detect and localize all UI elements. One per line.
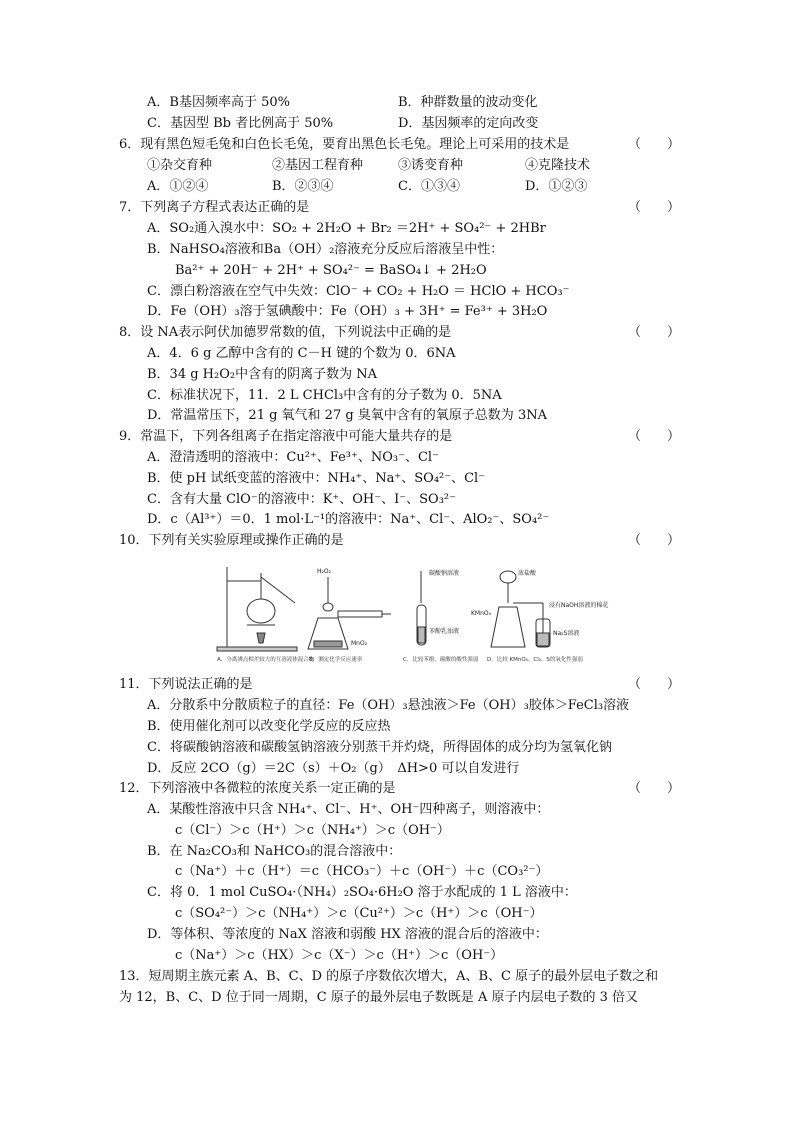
text-line: B．使 pH 试纸变蓝的溶液中：NH₄⁺、Na⁺、SO₄²⁻、Cl⁻ xyxy=(147,471,486,486)
text-line: ③诱变育种 xyxy=(398,158,464,173)
text-line: 8．设 NA表示阿伏加德罗常数的值，下列说法中正确的是 xyxy=(119,325,452,340)
panel-a-distillation xyxy=(217,567,297,651)
label-na2s: Na₂S溶液 xyxy=(553,630,580,637)
answer-parentheses: （ ） xyxy=(628,429,681,444)
text-line: D．基因频率的定向改变 xyxy=(398,116,539,131)
text-line: B．在 Na₂CO₃和 NaHCO₃的混合溶液中： xyxy=(147,844,402,859)
caption-c: C．比较苯酚、碳酸的酸性强弱 xyxy=(403,657,479,663)
text-line: ④克隆技术 xyxy=(525,158,591,173)
text-line: B．34 g H₂O₂中含有的阴离子数为 NA xyxy=(147,367,377,382)
text-line: c（Na⁺）＋c（H⁺）＝c（HCO₃⁻）＋c（OH⁻）＋c（CO₃²⁻） xyxy=(175,864,549,879)
text-line: D．①②③ xyxy=(525,179,588,194)
answer-parentheses: （ ） xyxy=(628,781,681,796)
panel-b-reaction-rate xyxy=(308,577,391,649)
text-line: A．分散系中分散质粒子的直径：Fe（OH）₃悬浊液＞Fe（OH）₃胶体＞FeCl₃溶液 xyxy=(147,698,630,713)
answer-parentheses: （ ） xyxy=(628,677,681,692)
label-mno2: MnO₂ xyxy=(351,640,368,647)
label-conc-hcl: 浓盐酸 xyxy=(518,570,537,577)
answer-parentheses: （ ） xyxy=(628,137,681,152)
caption-b: B．测定化学反应速率 xyxy=(309,657,363,663)
caption-d: D．比较 KMnO₄、Cl₂、S的氧化性强弱 xyxy=(487,657,583,663)
text-line: 13．短周期主族元素 A、B、C、D 的原子序数依次增大，A、B、C 原子的最外层电子数之和 xyxy=(119,969,659,984)
answer-parentheses: （ ） xyxy=(628,200,681,215)
label-phenol: 苯酚乳浊液 xyxy=(429,628,460,635)
text-line: C．漂白粉溶液在空气中失效：ClO⁻ + CO₂ + H₂O ＝ HClO + HCO₃⁻ xyxy=(147,284,570,299)
experiment-apparatus-figure xyxy=(213,563,609,677)
text-line: C．①③④ xyxy=(398,179,460,194)
label-kmno4: KMnO₄ xyxy=(471,610,492,617)
text-line: 11．下列说法正确的是 xyxy=(119,677,253,692)
text-line: A．B基因频率高于 50% xyxy=(147,95,290,110)
label-naoh-cotton: 浸有NaOH溶液的棉花 xyxy=(549,602,609,609)
text-line: C．将碳酸钠溶液和碳酸氢钠溶液分别蒸干并灼烧，所得固体的成分均为氢氧化钠 xyxy=(147,740,612,755)
text-line: D．c（Al³⁺）＝0．1 mol·L⁻¹的溶液中：Na⁺、Cl⁻、AlO₂⁻、SO₄²⁻ xyxy=(147,512,550,527)
text-line: 7．下列离子方程式表达正确的是 xyxy=(119,200,310,215)
text-line: ①杂交育种 xyxy=(147,158,213,173)
text-line: C．含有大量 ClO⁻的溶液中：K⁺、OH⁻、I⁻、SO₃²⁻ xyxy=(147,492,456,507)
text-line: c（SO₄²⁻）＞c（NH₄⁺）＞c（Cu²⁺）＞c（H⁺）＞c（OH⁻） xyxy=(175,906,543,921)
text-line: B．NaHSO₄溶液和Ba（OH）₂溶液充分反应后溶液呈中性： xyxy=(147,242,504,257)
answer-parentheses: （ ） xyxy=(628,325,681,340)
text-line: D．反应 2CO（g）＝2C（s）＋O₂（g） ΔH>0 可以自发进行 xyxy=(147,761,520,776)
text-line: C．标准状况下，11．2 L CHCl₃中含有的分子数为 0．5NA xyxy=(147,388,502,403)
panel-c-acid-strength xyxy=(417,571,426,645)
text-line: D．Fe（OH）₃溶于氢碘酸中：Fe（OH）₃ + 3H⁺ = Fe³⁺ + 3H₂O xyxy=(147,304,548,319)
text-line: 10．下列有关实验原理或操作正确的是 xyxy=(119,533,344,548)
text-line: A．SO₂通入溴水中：SO₂ + 2H₂O + Br₂ ＝2H⁺ + SO₄²⁻ + 2HBr xyxy=(147,221,546,236)
answer-parentheses: （ ） xyxy=(628,533,681,548)
text-line: A．某酸性溶液中只含 NH₄⁺、Cl⁻、H⁺、OH⁻四种离子，则溶液中： xyxy=(147,802,550,817)
text-line: B．使用催化剂可以改变化学反应的反应热 xyxy=(147,719,391,734)
text-line: D．常温常压下，21 g 氧气和 27 g 臭氧中含有的氧原子总数为 3NA xyxy=(147,408,547,423)
text-line: 12．下列溶液中各微粒的浓度关系一定正确的是 xyxy=(119,781,396,796)
text-line: C．基因型 Bb 者比例高于 50% xyxy=(147,116,334,131)
text-line: 9．常温下，下列各组离子在指定溶液中可能大量共存的是 xyxy=(119,429,453,444)
text-line: A．澄清透明的溶液中：Cu²⁺、Fe³⁺、NO₃⁻、Cl⁻ xyxy=(147,450,439,465)
text-line: A．4．6 g 乙醇中含有的 C－H 键的个数为 0．6NA xyxy=(147,346,456,361)
text-line: 为 12，B、C、D 位于同一周期，C 原子的最外层电子数既是 A 原子内层电子数的 3 倍又 xyxy=(119,990,638,1005)
label-h2o2: H₂O₂ xyxy=(317,568,332,575)
label-sodium-carbonate: 碳酸钠溶液 xyxy=(429,570,460,577)
text-line: A．①②④ xyxy=(147,179,209,194)
text-line: B．②③④ xyxy=(272,179,334,194)
text-line: c（Cl⁻）＞c（H⁺）＞c（NH₄⁺）＞c（OH⁻） xyxy=(175,823,450,838)
text-line: Ba²⁺ + 20H⁻ + 2H⁺ + SO₄²⁻ = BaSO₄↓ + 2H₂O xyxy=(175,263,487,278)
text-line: c（Na⁺）＞c（HX）＞c（X⁻）＞c（H⁺）＞c（OH⁻） xyxy=(175,948,504,963)
text-line: 6．现有黑色短毛兔和白色长毛兔，要育出黑色长毛兔。理论上可采用的技术是 xyxy=(119,137,570,152)
text-line: D．等体积、等浓度的 NaX 溶液和弱酸 HX 溶液的混合后的溶液中： xyxy=(147,927,548,942)
text-line: ②基因工程育种 xyxy=(272,158,364,173)
text-line: B．种群数量的波动变化 xyxy=(398,95,538,110)
panel-d-oxidizing-strength xyxy=(491,571,550,647)
caption-a: A．分离沸点相差较大的互溶液体混合物 xyxy=(217,657,315,663)
text-line: C．将 0．1 mol CuSO₄·（NH₄）₂SO₄·6H₂O 溶于水配成的 1 L 溶液中： xyxy=(147,885,577,900)
